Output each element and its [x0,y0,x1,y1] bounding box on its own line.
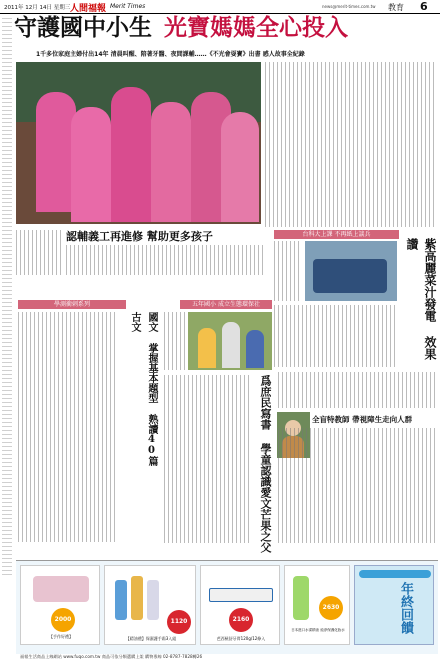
teacher-headline: 全盲特教師 帶視障生走向人群 [312,415,413,424]
ad-product-1[interactable] [20,565,100,645]
price-badge-2: 1120 [167,610,191,634]
main-photo [16,62,261,224]
page-number: 6 [420,0,428,13]
left-margin-column [2,18,12,578]
ad-label-1: 【手作好禮】 [49,634,73,639]
headline-subtitle: 1千多位家庭主婦付出14年 清晨叫醒、陪著牙醫、夜間課輔……《不光會耍寶》出書 感人故事全紀錄 [36,51,305,58]
tutoring-text [66,245,266,275]
ad-product-3[interactable] [200,565,280,645]
section-wuxing: 五年國小 成立生態環保社 [180,300,272,309]
headline-part1: 守護國中小生 [14,14,152,41]
lab-photo [305,241,397,301]
price-badge-4: 2630 [319,596,343,620]
purple-headline: 紫高麗菜汁發電 效果讚 [405,238,437,360]
main-story-text [265,62,437,227]
ad-product-4[interactable] [284,565,350,645]
ad-label-3: 芭西極舒牙膏120g/12條入 [216,636,266,641]
ad-product-2[interactable] [104,565,196,645]
masthead-brand-en: Merit Times [110,3,146,10]
teacher-text [278,428,438,543]
masthead-url: news@merit-times.com.tw [322,4,376,9]
ad-footer: 福報生活商品上線網站 www.fuqo.com.tw 商品可依分類選購上架 購物專線 02-8787-7828轉26 [20,654,203,659]
ad-label-2: 【精油禮】保濕護手霜3入組 [125,636,177,641]
masthead-date: 2011年 12月 14日 星期三 [4,5,71,11]
lab-text [274,241,302,301]
ad-label-4: 日本進口水漾精油 純淨保濕化妝水 [291,628,345,632]
section-lab: 台科大上課 不再紙上談兵 [274,230,399,239]
section-study: 學測衝刺系列 [18,300,126,309]
promo-text: 年終回饋 [398,582,413,634]
ad-strip [16,560,438,654]
writing-text [164,375,249,543]
writing-headline: 爲庶民寫書 學童認識愛文芒果之父 [259,375,272,553]
promo-panel[interactable] [354,565,434,645]
headline [14,14,438,42]
tutoring-headline: 認輔義工再進修 幫助更多孩子 [66,230,213,243]
wuxing-photo [188,312,272,370]
purple-text [274,305,396,367]
wuxing-text [164,312,186,370]
photo-caption-text [16,230,64,275]
section-name: 教育 [388,3,404,12]
misc-text [278,372,438,408]
price-badge-3: 2160 [229,608,253,632]
price-badge-1: 2000 [51,608,75,632]
classics-text [18,312,118,542]
masthead-brand-cn: 人間福報 [70,4,107,14]
classics-headline: 國文 掌握基本題型 熟讀40篇古文 [129,312,157,466]
masthead-bar [0,0,440,14]
headline-part2: 光寶媽媽全心投入 [164,14,349,41]
